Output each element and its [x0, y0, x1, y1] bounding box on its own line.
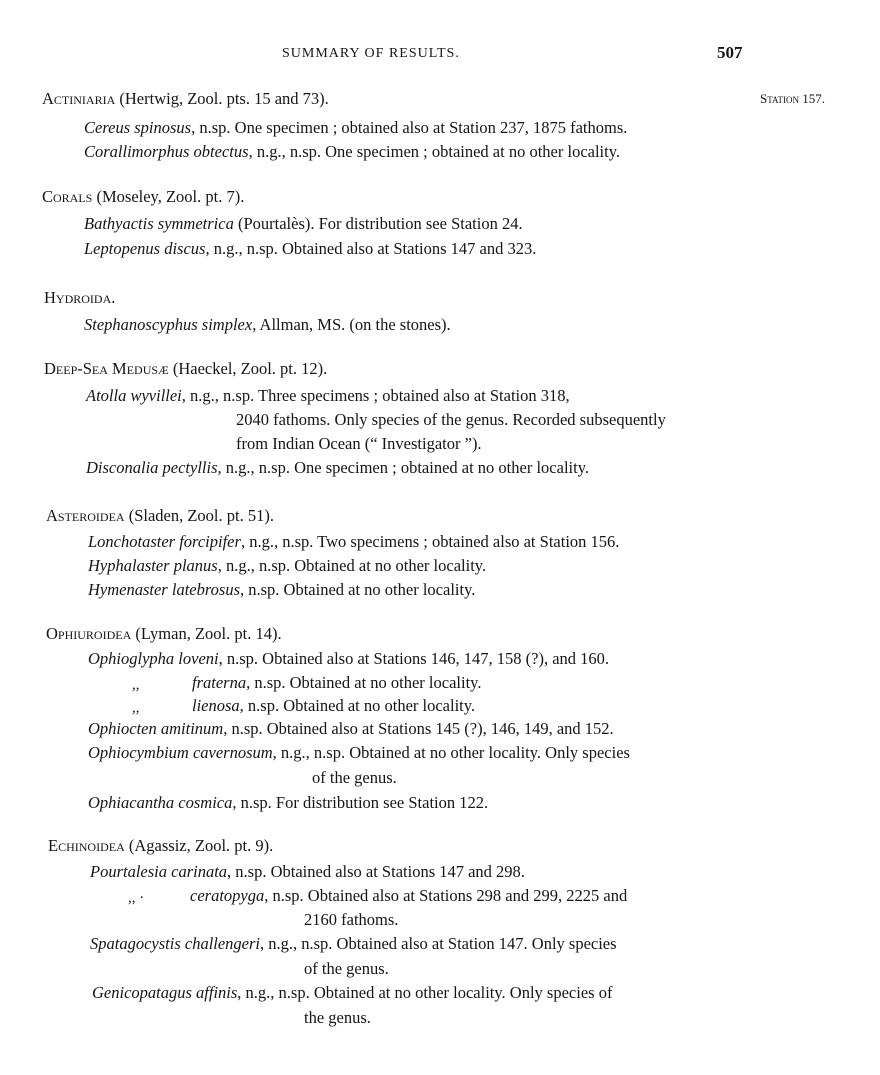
species-name: Cereus spinosus — [84, 118, 192, 137]
entry-continuation: 2160 fathoms. — [304, 910, 399, 929]
entry-text: , n.sp. For distribution see Station 122. — [232, 793, 489, 812]
species-name: Ophiacantha cosmica — [88, 793, 233, 812]
entry-text: , n.sp. One specimen ; obtained also at Station 237, 1875 fathoms. — [191, 118, 628, 137]
entry-text: , Allman, MS. (on the stones). — [252, 315, 451, 334]
ditto-mark: ,, — [132, 700, 140, 716]
ditto-mark: ,, · — [128, 890, 145, 906]
section-citation: (Haeckel, Zool. pt. 12). — [168, 359, 328, 378]
section-heading-medusae — [44, 359, 327, 379]
species-name: Hyphalaster planus — [88, 556, 218, 575]
entry-text: , n.sp. Obtained also at Stations 146, 147, 158 (?), and 160. — [218, 649, 610, 668]
section-name: Asteroidea — [46, 506, 125, 525]
ditto-mark: ,, — [132, 677, 140, 693]
entry-text: , n.g., n.sp. One specimen ; obtained at no other locality. — [217, 458, 589, 477]
species-name: Ophioglypha loveni — [88, 649, 219, 668]
species-entry — [90, 862, 525, 882]
species-name: ceratopyga — [190, 886, 265, 905]
entry-text: , n.g., n.sp. One specimen ; obtained at no other locality. — [248, 142, 621, 161]
species-name: Stephanoscyphus simplex — [84, 315, 253, 334]
section-heading-corals — [42, 187, 244, 207]
section-name: Echinoidea — [48, 836, 125, 855]
species-entry — [92, 983, 612, 1003]
species-entry — [88, 580, 475, 600]
entry-continuation: of the genus. — [312, 768, 397, 787]
station-label: Station 157. — [760, 91, 826, 106]
species-name: Hymenaster latebrosus — [88, 580, 240, 599]
entry-text: , n.sp. Obtained at no other locality. — [240, 580, 476, 599]
section-citation: (Agassiz, Zool. pt. 9). — [124, 836, 274, 855]
entry-continuation: of the genus. — [304, 959, 389, 978]
running-title: SUMMARY OF RESULTS. — [282, 46, 460, 61]
section-name: Corals — [42, 187, 93, 206]
page-number: 507 — [717, 43, 743, 62]
section-heading-asteroidea — [46, 506, 274, 526]
entry-text: , n.sp. Obtained at no other locality. — [246, 673, 482, 692]
species-name: Pourtalesia carinata — [90, 862, 228, 881]
species-name: Disconalia pectyllis — [86, 458, 218, 477]
species-name: Bathyactis symmetrica — [84, 214, 234, 233]
species-name: Ophiocten amitinum — [88, 719, 224, 738]
species-entry — [88, 532, 619, 552]
entry-text: , n.sp. Obtained also at Stations 145 (?), 146, 149, and 152. — [223, 719, 614, 738]
species-name: Corallimorphus obtectus — [84, 142, 249, 161]
species-entry — [190, 886, 627, 906]
section-heading-ophiuroidea — [46, 624, 282, 644]
entry-text: , n.g., n.sp. Obtained at no other locality. Only species — [272, 743, 630, 762]
entry-text: , n.g., n.sp. Obtained at no other locality. Only species of — [237, 983, 613, 1002]
section-name: Actiniaria — [42, 89, 116, 108]
section-citation: (Moseley, Zool. pt. 7). — [92, 187, 245, 206]
species-entry — [88, 556, 486, 576]
species-name: fraterna — [192, 673, 247, 692]
entry-text: , n.sp. Obtained also at Stations 298 and 299, 2225 and — [264, 886, 628, 905]
section-citation: (Hertwig, Zool. pts. 15 and 73). — [115, 89, 329, 108]
entry-text: , n.g., n.sp. Three specimens ; obtained also at Station 318, — [181, 386, 570, 405]
section-name: Hydroida. — [44, 288, 116, 307]
species-entry — [84, 142, 620, 162]
entry-text: , n.g., n.sp. Obtained at no other locality. — [217, 556, 487, 575]
section-citation: (Sladen, Zool. pt. 51). — [124, 506, 274, 525]
species-entry — [84, 214, 523, 234]
species-entry — [90, 934, 617, 954]
species-name: Genicopatagus affinis — [92, 983, 238, 1002]
species-entry — [84, 315, 451, 335]
species-entry — [192, 673, 481, 693]
entry-continuation: 2040 fathoms. Only species of the genus. Recorded subsequently — [236, 410, 666, 429]
species-entry — [88, 649, 609, 669]
entry-text: , n.g., n.sp. Obtained also at Stations 147 and 323. — [205, 239, 537, 258]
entry-text: , n.g., n.sp. Two specimens ; obtained also at Station 156. — [240, 532, 620, 551]
section-heading-hydroida — [44, 288, 115, 308]
entry-continuation: the genus. — [304, 1008, 371, 1027]
entry-text: , n.sp. Obtained at no other locality. — [239, 696, 476, 715]
section-name: Deep-Sea Medusæ — [44, 359, 169, 378]
entry-continuation: from Indian Ocean (“ Investigator ”). — [236, 434, 482, 453]
entry-text: , n.g., n.sp. Obtained also at Station 147. Only species — [260, 934, 617, 953]
section-heading-actiniaria — [42, 89, 329, 109]
species-name: Lonchotaster forcipifer — [88, 532, 241, 551]
species-entry — [88, 793, 488, 813]
species-name: Atolla wyvillei — [86, 386, 182, 405]
species-entry — [86, 386, 570, 406]
section-name: Ophiuroidea — [46, 624, 132, 643]
species-name: Spatagocystis challengeri — [90, 934, 261, 953]
species-entry — [192, 696, 475, 716]
species-entry — [86, 458, 589, 478]
species-name: Leptopenus discus — [84, 239, 206, 258]
section-heading-echinoidea — [48, 836, 273, 856]
species-entry — [88, 719, 614, 739]
entry-text: , n.sp. Obtained also at Stations 147 and 298. — [227, 862, 525, 881]
section-citation: (Lyman, Zool. pt. 14). — [131, 624, 282, 643]
species-name: lienosa — [192, 696, 240, 715]
entry-text: (Pourtalès). For distribution see Station 24. — [233, 214, 523, 233]
species-name: Ophiocymbium cavernosum — [88, 743, 273, 762]
species-entry — [84, 118, 627, 138]
species-entry — [84, 239, 536, 259]
species-entry — [88, 743, 630, 763]
